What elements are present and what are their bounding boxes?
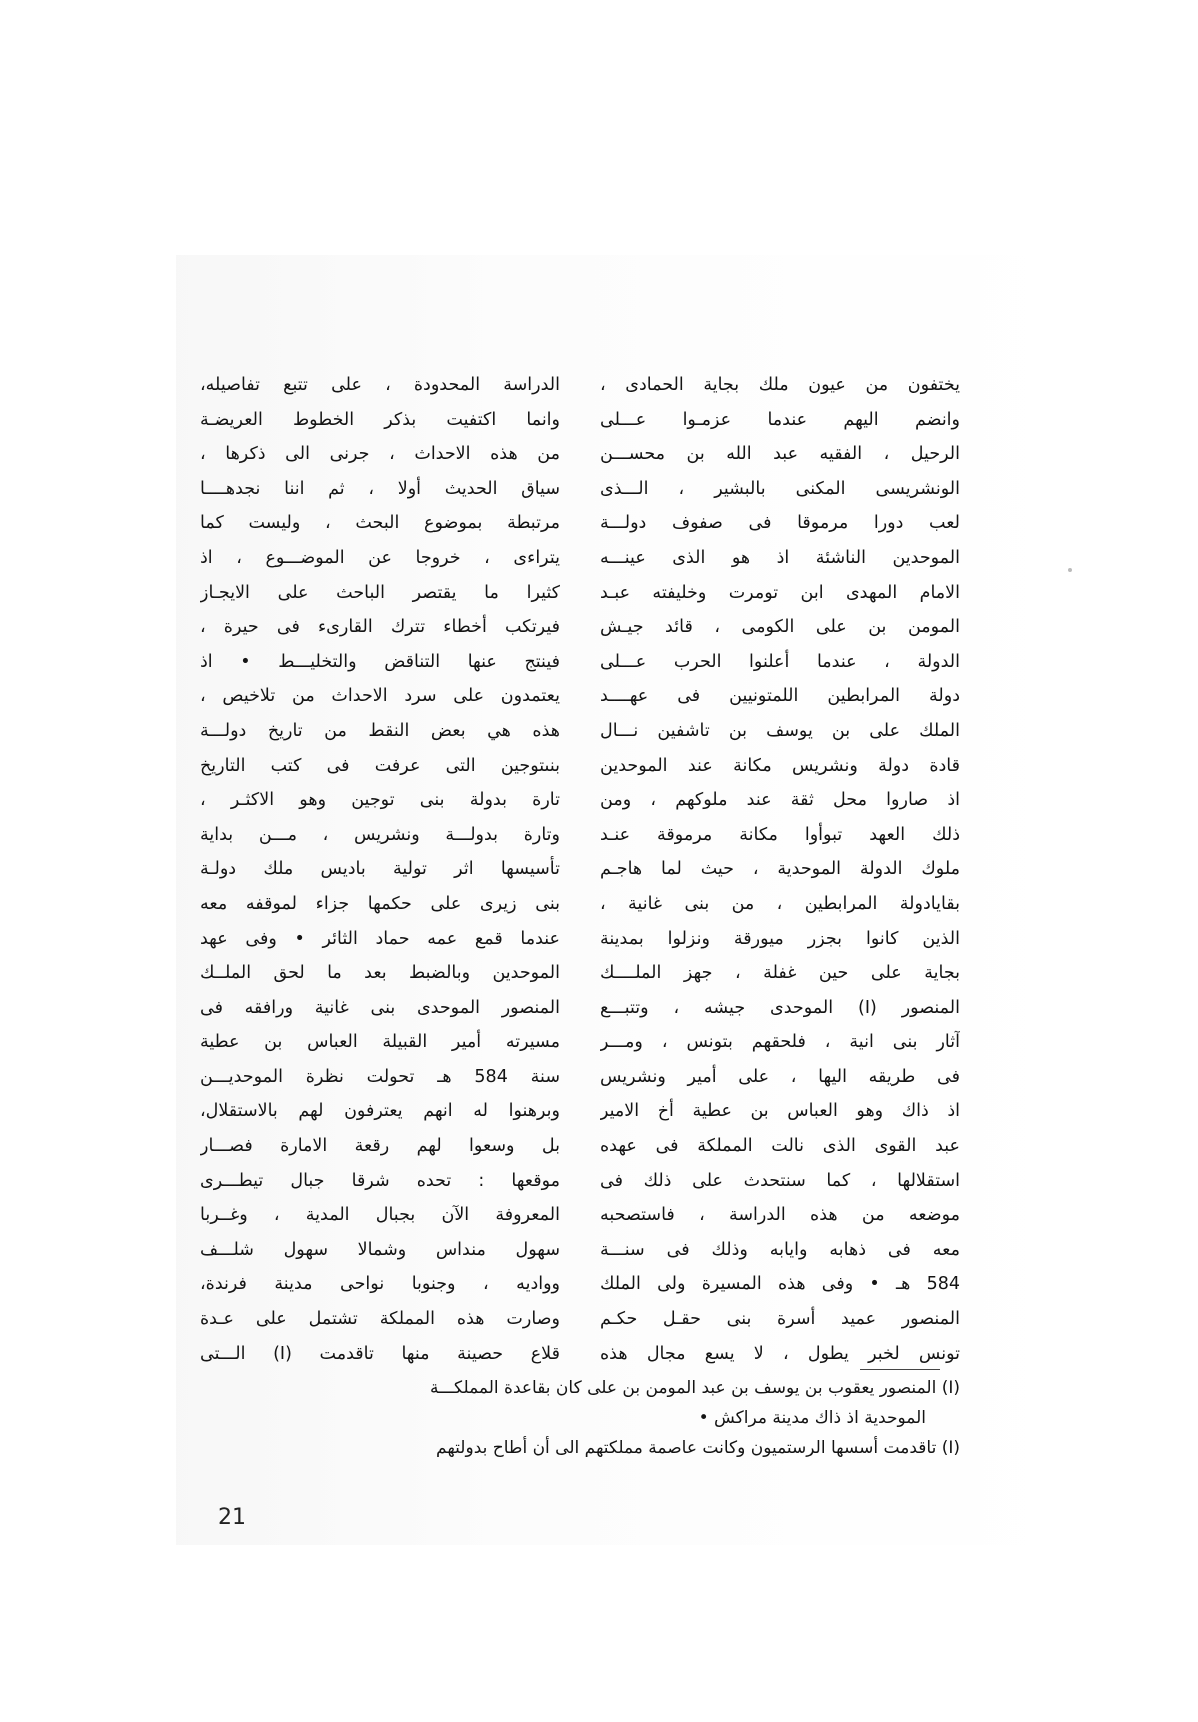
text-line: سنة 584 هـ تحولت نظرة الموحديـــن <box>200 1066 560 1087</box>
text-line: آثار بنى انية ، فلحقهم بتونس ، ومـــر <box>600 1032 960 1053</box>
text-line: بنىتوجين التى عرفت فى كتب التاريخ <box>200 755 560 776</box>
text-line: مرتبطة بموضوع البحث ، وليست كما <box>200 513 560 534</box>
text-line: دولة المرابطين اللمتونيين فى عهــــد <box>600 686 960 707</box>
text-line: وانضم اليهم عندما عزمـوا عـــلى <box>600 409 960 430</box>
text-line: اذ ذاك وهو العباس بن عطية أخ الامير <box>600 1101 960 1122</box>
footnote-1: (I) المنصور يعقوب بن يوسف بن عبد المومن بن على كان بقاعدة المملكـــة <box>430 1378 960 1398</box>
text-line: عندما قمع عمه حماد الثائر • وفى عهد <box>200 928 560 949</box>
text-line: من هذه الاحداث ، جرنى الى ذكرها ، <box>200 444 560 465</box>
footnote-2: (I) تاقدمت أسسها الرستميون وكانت عاصمة مملكتهم الى أن أطاح بدولتهم <box>436 1438 960 1458</box>
text-line: فى طريقه اليها ، على أمير ونشريس <box>600 1066 960 1087</box>
text-line: ملوك الدولة الموحدية ، حيث لما هاجـم <box>600 859 960 880</box>
footnote-separator <box>860 1369 940 1370</box>
text-line: لعب دورا مرموقا فى صفوف دولـــة <box>600 513 960 534</box>
text-line: يختفون من عيون ملك بجاية الحمادى ، <box>600 375 960 395</box>
text-line: فينتج عنها التناقض والتخليـــط • اذ <box>200 651 560 672</box>
text-line: الدراسة المحدودة ، على تتبع تفاصيله، <box>200 375 560 395</box>
text-line: موقعها : تحده شرقا جبال تيطـــرى <box>200 1170 560 1191</box>
text-line: الامام المهدى ابن تومرت وخليفته عبـد <box>600 582 960 603</box>
text-line: بل وسعوا لهم رقعة الامارة فصـــار <box>200 1136 560 1157</box>
text-line: يعتمدون على سرد الاحداث من تلاخيص ، <box>200 686 560 707</box>
right-column <box>600 368 960 1371</box>
text-line: المنصور عميد أسرة بنى حقـل حكـم <box>600 1309 960 1330</box>
text-line: 584 هـ • وفى هذه المسيرة ولى الملك <box>600 1274 960 1295</box>
text-line: وبرهنوا له انهم يعترفون لهم بالاستقلال، <box>200 1101 560 1122</box>
text-line: وواديه ، وجنوبا نواحى مدينة فرندة، <box>200 1274 560 1295</box>
text-line: يتراءى ، خروجا عن الموضـــوع ، اذ <box>200 547 560 568</box>
text-line: استقلالها ، كما سنتحدث على ذلك فى <box>600 1170 960 1191</box>
text-line: قادة دولة ونشريس مكانة عند الموحدين <box>600 755 960 776</box>
text-line: الذين كانوا بجزر ميورقة ونزلوا بمدينة <box>600 928 960 949</box>
text-line: سهول منداس وشمالا سهول شلـــف <box>200 1239 560 1260</box>
text-line: وتارة بدولـــة ونشريس ، مـــن بداية <box>200 824 560 845</box>
text-line: المومن بن على الكومى ، قائد جيـش <box>600 617 960 638</box>
text-line: معه فى ذهابه وايابه وذلك فى سنـــة <box>600 1239 960 1260</box>
text-columns <box>200 368 960 1371</box>
text-line: وصارت هذه المملكة تشتمل على عـدة <box>200 1309 560 1330</box>
footnote-1-continuation: الموحدية اذ ذاك مدينة مراكش • <box>698 1408 926 1428</box>
page-number: 21 <box>218 1505 246 1530</box>
text-line: موضعه من هذه الدراسة ، فاستصحبه <box>600 1205 960 1226</box>
text-line: الموحدين الناشئة اذ هو الذى عينـــه <box>600 547 960 568</box>
text-line: تارة بدولة بنى توجين وهو الاكثـر ، <box>200 790 560 811</box>
text-line: المنصور (I) الموحدى جيشه ، وتتبـــع <box>600 997 960 1018</box>
left-column <box>200 368 560 1371</box>
text-line: ذلك العهد تبوأوا مكانة مرموقة عنـد <box>600 824 960 845</box>
page-body <box>200 368 960 1371</box>
text-line: الملك على بن يوسف بن تاشفين نـــال <box>600 720 960 741</box>
text-line: الموحدين وبالضبط بعد ما لحق الملــك <box>200 963 560 984</box>
text-line: بنى زيرى على حكمها جزاء لموقفه معه <box>200 893 560 914</box>
text-line: تونس لخبر يطول ، لا يسع مجال هذه <box>600 1343 960 1364</box>
text-line: سياق الحديث أولا ، ثم اننا نجدهــــا <box>200 478 560 499</box>
text-line: كثيرا ما يقتصر الباحث على الايجـاز <box>200 582 560 603</box>
scan-speck <box>1068 568 1072 572</box>
text-line: بجاية على حين غفلة ، جهز الملــــك <box>600 963 960 984</box>
text-line: فيرتكب أخطاء تترك القارىء فى حيرة ، <box>200 617 560 638</box>
text-line: تأسيسها اثر تولية باديس ملك دولـة <box>200 859 560 880</box>
text-line: وانما اكتفيت بذكر الخطوط العريضـة <box>200 409 560 430</box>
text-line: مسيرته أمير القبيلة العباس بن عطية <box>200 1032 560 1053</box>
text-line: بقايادولة المرابطين ، من بنى غانية ، <box>600 893 960 914</box>
text-line: الدولة ، عندما أعلنوا الحرب عـــلى <box>600 651 960 672</box>
text-line: الونشريسى المكنى بالبشير ، الـــذى <box>600 478 960 499</box>
text-line: المنصور الموحدى بنى غانية ورافقه فى <box>200 997 560 1018</box>
text-line: عبد القوى الذى نالت المملكة فى عهده <box>600 1136 960 1157</box>
footnotes <box>200 1373 960 1463</box>
text-line: هذه هي بعض النقط من تاريخ دولـــة <box>200 720 560 741</box>
text-line: اذ صاروا محل ثقة عند ملوكهم ، ومن <box>600 790 960 811</box>
text-line: الرحيل ، الفقيه عبد الله بن محســـن <box>600 444 960 465</box>
text-line: المعروفة الآن بجبال المدية ، وغــربا <box>200 1205 560 1226</box>
text-line: قلاع حصينة منها تاقدمت (I) الـــتى <box>200 1343 560 1364</box>
